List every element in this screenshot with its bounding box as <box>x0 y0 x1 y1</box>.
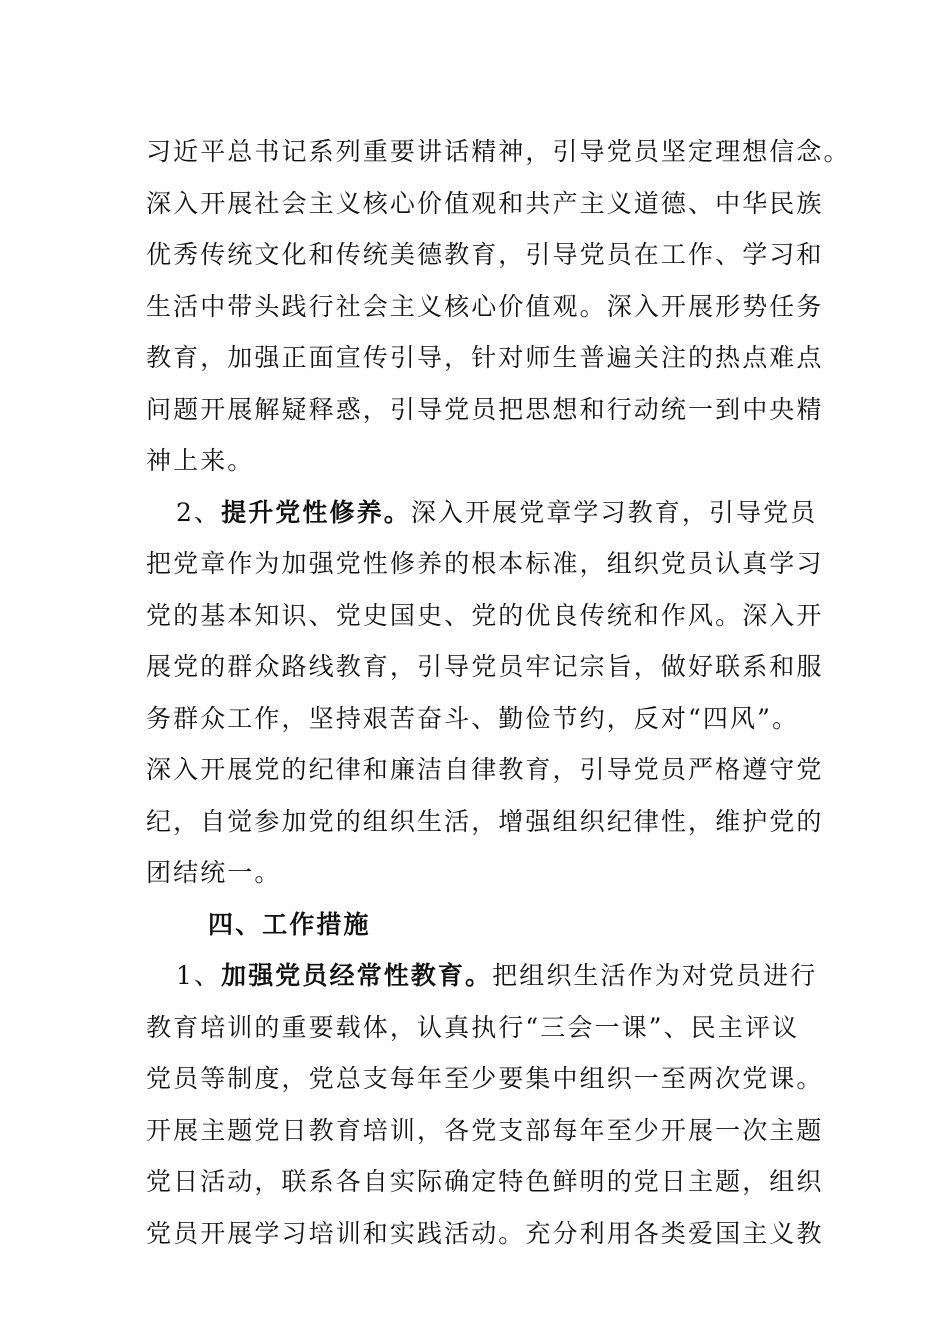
paragraph-3-line: 教育培训的重要载体，认真执行“三会一课”、民主评议 <box>146 1012 800 1042</box>
paragraph-1-line: 深入开展社会主义核心价值观和共产主义道德、中华民族 <box>146 188 824 218</box>
paragraph-3-line: 党员等制度，党总支每年至少要集中组织一至两次党课。 <box>146 1064 824 1093</box>
paragraph-2-line: 展党的群众路线教育，引导党员牢记宗旨，做好联系和服 <box>146 652 824 681</box>
paragraph-1-line: 生活中带头践行社会主义核心价值观。深入开展形势任务 <box>146 291 824 321</box>
paragraph-2-first-line <box>146 487 818 539</box>
paragraph-1-line: 教育，加强正面宣传引导，针对师生普遍关注的热点难点 <box>146 343 824 372</box>
item-title: 提升党性修养。 <box>221 497 411 527</box>
item-text: 把组织生活作为对党员进行 <box>492 961 818 990</box>
section-heading: 四、工作措施 <box>208 909 371 939</box>
paragraph-2-line: 务群众工作，坚持艰苦奋斗、勤俭节约，反对“四风”。 <box>146 703 800 733</box>
paragraph-2-line: 纪，自觉参加党的组织生活，增强组织纪律性，维护党的 <box>146 806 824 836</box>
paragraph-2-line: 团结统一。 <box>146 858 282 887</box>
paragraph-3-line: 开展主题党日教育培训，各党支部每年至少开展一次主题 <box>146 1115 824 1145</box>
item-number: 1、 <box>176 961 222 990</box>
paragraph-1-line: 习近平总书记系列重要讲话精神，引导党员坚定理想信念。 <box>146 137 851 166</box>
paragraph-1-line: 神上来。 <box>146 446 255 475</box>
item-number: 2、 <box>176 497 222 527</box>
paragraph-2-line: 党的基本知识、党史国史、党的优良传统和作风。深入开 <box>146 600 824 630</box>
paragraph-2-line: 把党章作为加强党性修养的根本标准，组织党员认真学习 <box>146 549 824 578</box>
paragraph-3-line: 党日活动，联系各自实际确定特色鲜明的党日主题，组织 <box>146 1167 824 1196</box>
paragraph-3-first-line <box>146 950 818 1002</box>
paragraph-2-line: 深入开展党的纪律和廉洁自律教育，引导党员严格遵守党 <box>146 755 824 784</box>
paragraph-1-line: 优秀传统文化和传统美德教育，引导党员在工作、学习和 <box>146 240 824 269</box>
document-body <box>146 126 851 1259</box>
item-title: 加强党员经常性教育。 <box>221 961 493 990</box>
item-text: 深入开展党章学习教育，引导党员 <box>410 497 818 527</box>
paragraph-3-line: 党员开展学习培训和实践活动。充分利用各类爱国主义教 <box>146 1218 824 1248</box>
paragraph-1-line: 问题开展解疑释惑，引导党员把思想和行动统一到中央精 <box>146 394 824 424</box>
